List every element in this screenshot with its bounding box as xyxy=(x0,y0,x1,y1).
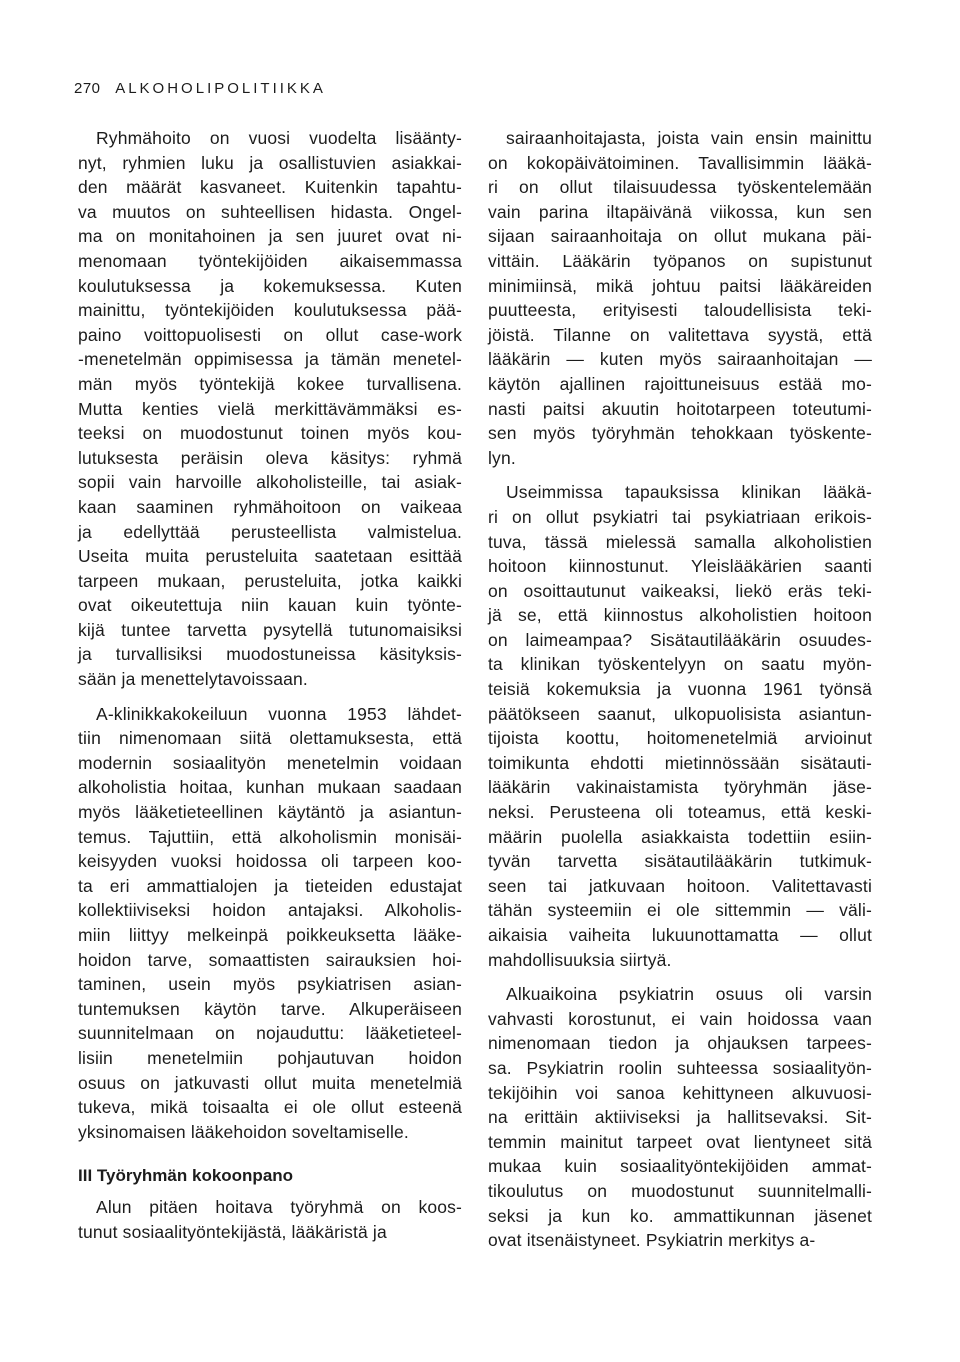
text-line: lutuksesta peräisin oleva käsitys: ryhmä xyxy=(78,447,462,468)
paragraph xyxy=(488,126,872,480)
text-line: va muutos on suhteellisen hidasta. Ongel- xyxy=(78,201,462,222)
text-line: kaan saaminen ryhmähoitoon on vaikeaa xyxy=(78,496,462,517)
text-line: tyvän tarvetta sisätautilääkärin tutkimuk- xyxy=(488,851,872,872)
page-number: 270 xyxy=(74,80,101,97)
paragraph xyxy=(488,982,872,1253)
text-line: on kokopäivätoiminen. Tavallisimmin lääkä- xyxy=(488,152,872,173)
text-line: tijoista koottu, hoitomenetelmiä arvioinut xyxy=(488,728,872,749)
paragraph-gap xyxy=(78,692,462,702)
text-line: ovat oikeutettuja niin kauan kuin työnte- xyxy=(78,595,462,616)
text-line: myös lääketieteellinen käytäntö ja asiantun- xyxy=(78,802,462,823)
text-line: jöistä. Tilanne on valitettava syystä, että xyxy=(488,324,872,345)
text-line: keisyyden vuoksi hoidossa oli tarpeen koo- xyxy=(78,851,462,872)
right-column xyxy=(488,126,872,1253)
text-line: ma on monitahoinen ja sen juuret ovat ni- xyxy=(78,226,462,247)
text-line: tikoulutus on muodostunut suunnitelmalli- xyxy=(488,1180,872,1201)
text-line: osuus on jatkuvasti ollut muita menetelmiä xyxy=(78,1072,462,1093)
text-line: nimenomaan tiedon ja ohjauksen tarpees- xyxy=(488,1033,872,1054)
text-line: tiin nimenomaan siitä olettamuksesta, että xyxy=(78,728,462,749)
text-line: kijä tuntee tarvetta pysytellä tutunomaisiksi xyxy=(78,619,462,640)
text-line: päätökseen saanut, ulkopuolisista asiantun- xyxy=(488,703,872,724)
section-heading: III Työryhmän kokoonpano xyxy=(78,1166,294,1186)
text-line: Ryhmähoito on vuosi vuodelta lisäänty- xyxy=(96,128,462,148)
text-line: män myös työntekijä kokee turvallisena. xyxy=(78,373,462,394)
text-line: määrin puolella asiakkaista todettiin esiin- xyxy=(488,826,872,847)
text-line: vittäin. Lääkärin työpanos on supistunut xyxy=(488,250,872,271)
text-line: mainittu, työntekijöiden koulutuksessa pää- xyxy=(78,300,462,321)
text-line: ovat itsenäistyneet. Psykiatrin merkitys a- xyxy=(488,1230,816,1251)
text-line: sairaanhoitajasta, joista vain ensin mainittu xyxy=(506,128,872,148)
text-line: vahvasti korostunut, ei vain hoidossa vaan xyxy=(488,1008,872,1029)
text-line: tekijöihin voi sanoa kehittyneen alkuvuosi- xyxy=(488,1082,872,1103)
text-line: den määrät kasvaneet. Kuitenkin tapahtu- xyxy=(78,177,462,198)
paragraph xyxy=(78,1195,462,1244)
left-column xyxy=(78,126,462,1244)
text-line: Useimmissa tapauksissa klinikan lääkä- xyxy=(506,482,872,503)
text-line: kollektiiviseksi hoidon antajaksi. Alkoholis- xyxy=(78,900,462,921)
text-line: yksinomaisen lääkehoidon soveltamiselle. xyxy=(78,1121,409,1142)
text-line: jä se, että kiinnostus alkoholistien hoitoon xyxy=(488,605,872,626)
text-line: ri on ollut psykiatri tai psykiatriaan erikois- xyxy=(488,506,872,527)
text-line: lyn. xyxy=(488,447,516,468)
text-line: lääkärin vakinaistamista työryhmän jäse- xyxy=(488,777,872,798)
text-line: teeksi on muodostunut toinen myös kou- xyxy=(78,423,462,444)
text-line: Mutta kenties vielä merkittävämmäksi es- xyxy=(78,398,462,419)
text-line: sopii vain harvoille alkoholisteille, tai asiak- xyxy=(78,472,462,493)
text-line: hoitoon kiinnostunut. Yleislääkärien saanti xyxy=(488,556,872,577)
text-line: A-klinikkakokeiluun vuonna 1953 lähdet- xyxy=(96,703,462,724)
text-line: Alkuaikoina psykiatrin osuus oli varsin xyxy=(506,984,872,1005)
text-line: menomaan työntekijöiden aikaisemmassa xyxy=(78,250,462,271)
text-line: -menetelmän oppimisessa ja tämän menetel- xyxy=(78,349,462,370)
text-line: hoidon tarve, somaattisten sairauksien hoi- xyxy=(78,949,462,970)
text-line: puutteesta, erityisesti taloudellisista teki- xyxy=(488,300,872,321)
text-line: minimiinsä, mikä johtuu paitsi lääkäreiden xyxy=(488,275,872,296)
text-line: temmin mainitut tarpeet ovat lientyneet sitä xyxy=(488,1131,872,1152)
text-line: sen myös työryhmän tehokkaan työskente- xyxy=(488,423,872,444)
text-line: sään ja menettelytavoissaan. xyxy=(78,669,308,690)
paragraph xyxy=(78,126,462,702)
text-line: ta eri ammattialojen ja tieteiden edustajat xyxy=(78,875,462,896)
text-line: taminen, usein myös psykiatrisen asian- xyxy=(78,974,462,995)
text-line: Useita muita perusteluita saatetaan esittää xyxy=(78,546,462,567)
text-line: nyt, ryhmien luku ja osallistuvien asiakkai- xyxy=(78,152,462,173)
text-line: alkoholistia hoitaa, kunhan mukaan saadaan xyxy=(78,777,462,798)
text-line: käytön ajallinen rajoittuneisuus estää mo- xyxy=(488,373,872,394)
paragraph-gap xyxy=(488,972,872,982)
text-line: na erittäin aktiiviseksi ja hallitsevaksi. Sit- xyxy=(488,1107,872,1128)
text-line: modernin sosiaalityön menetelmin voidaan xyxy=(78,752,462,773)
text-line: lisiin menetelmiin pohjautuvan hoidon xyxy=(78,1047,462,1068)
text-line: ja turvallisiksi muodostuneissa käsityksis- xyxy=(78,644,462,665)
text-line: temus. Tajuttiin, että alkoholismin monisäi- xyxy=(78,826,462,847)
text-line: on laimeampaa? Sisätautilääkärin osuudes- xyxy=(488,629,872,650)
paragraph xyxy=(78,702,462,1145)
text-line: tarpeen mukaan, perusteluita, jotka kaikki xyxy=(78,570,462,591)
text-line: seksi ja kun ko. ammattikunnan jäsenet xyxy=(488,1205,872,1226)
text-line: teisiä kokemuksia ja vuonna 1961 työnsä xyxy=(488,679,872,700)
text-line: mukaa kuin sosiaalityöntekijöiden ammat- xyxy=(488,1156,872,1177)
paragraph xyxy=(488,480,872,982)
text-line: ri on ollut tilaisuudessa työskentelemään xyxy=(488,177,872,198)
text-line: ta klinikan työskentelyyn on saatu myön- xyxy=(488,654,872,675)
text-line: koulutuksessa ja kokemuksessa. Kuten xyxy=(78,275,462,296)
text-line: seen tai jatkuvaan hoitoon. Valitettavasti xyxy=(488,875,872,896)
running-title: ALKOHOLIPOLITIIKKA xyxy=(115,80,326,97)
text-line: neksi. Perusteena oli toteamus, että keski- xyxy=(488,802,872,823)
text-line: sa. Psykiatrin roolin suhteessa sosiaalityön- xyxy=(488,1057,872,1078)
text-line: ja edellyttää perusteellista valmistelua. xyxy=(78,521,462,542)
text-line: vain parina iltapäivänä viikossa, kun sen xyxy=(488,201,872,222)
text-line: tähän systeemiin ei ole sittemmin — väli- xyxy=(488,900,872,921)
text-line: toimikunta ehdotti mietinnössään sisätauti- xyxy=(488,752,872,773)
text-line: aikaisia vaiheita lukuunottamatta — ollut xyxy=(488,925,872,945)
text-line: tuntemuksen käytön tarve. Alkuperäiseen xyxy=(78,998,462,1019)
text-line: tunut sosiaalityöntekijästä, lääkäristä ja xyxy=(78,1221,387,1242)
text-line: nasti paitsi akuutin hoitotarpeen toteutumi- xyxy=(488,398,872,419)
page-header xyxy=(74,80,326,97)
text-line: sijaan sairaanhoitaja on ollut mukana päi- xyxy=(488,226,872,247)
paragraph-gap xyxy=(488,470,872,480)
text-line: tukeva, mikä toisaalta ei ole ollut esteenä xyxy=(78,1097,462,1118)
text-line: Alun pitäen hoitava työryhmä on koos- xyxy=(96,1196,462,1217)
text-line: suunnitelmaan on nojauduttu: lääketieteel- xyxy=(78,1023,462,1044)
text-line: mahdollisuuksia siirtyä. xyxy=(488,949,672,970)
text-line: paino voittopuolisesti on ollut case-work xyxy=(78,324,462,345)
text-line: lääkärin — kuten myös sairaanhoitajan — xyxy=(488,349,872,370)
text-line: on osoittautunut vaikeaksi, liekö eräs teki- xyxy=(488,580,872,601)
text-line: miin liittyy melkeinpä poikkeuksetta lääke- xyxy=(78,925,462,945)
text-line: tuva, tässä mielessä samalla alkoholistien xyxy=(488,531,872,552)
